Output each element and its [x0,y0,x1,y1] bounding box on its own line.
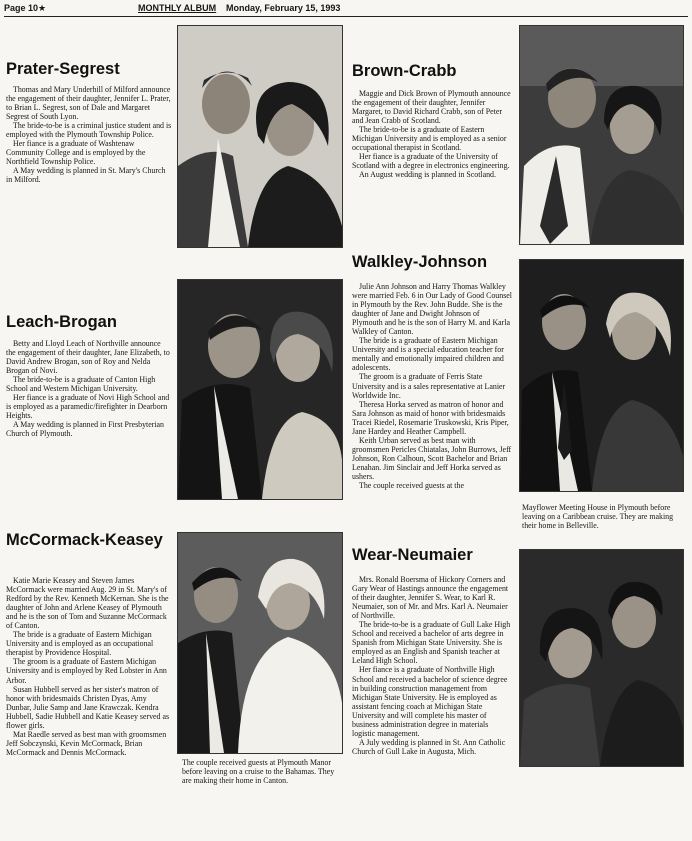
paragraph: Julie Ann Johnson and Harry Thomas Walkley were married Feb. 6 in Our Lady of Good Counsel in Plymouth by the Rev. John Budde. She is the daughter of Jane and Dwight Johnson of Plymouth and he is the son of Harry M. and Karla Walkley of Canton. [352,282,512,337]
issue-date: Monday, February 15, 1993 [226,3,341,13]
paragraph: Her fiance is a graduate of Novi High School and is employed as a paramedic/firefighter in Dearborn Heights. [6,393,170,421]
article-leach-brogan [6,339,172,439]
paragraph: Her fiance is a graduate of Washtenaw Community College and is employed by the Northfield Township Police. [6,139,146,167]
headline-leach-brogan: Leach-Brogan [6,313,117,331]
couple-photo-walkley-johnson [519,259,684,492]
paragraph: The couple received guests at the [359,481,464,491]
headline-prater-segrest: Prater-Segrest [6,60,120,78]
paragraph: Betty and Lloyd Leach of Northville announce the engagement of their daughter, Jane Elizabeth, to David Andrew Brogan, son of Roy and Nelda Brogan of Novi. [6,339,170,376]
couple-photo-wear-neumaier [519,549,684,767]
article-walkley-johnson [352,282,512,490]
paragraph: An August wedding is planned in Scotland. [359,170,496,180]
paragraph: Mat Raedle served as best man with groomsmen Jeff Sobczynski, Kevin McCormack, Brian McCormack and Dennis McCormack. [6,729,167,757]
paragraph: Mrs. Ronald Boersma of Hickory Corners and Gary Wear of Hastings announce the engagement of their daughter, Jennifer S. Wear, to Karl R. Neumaier, son of Mr. and Mrs. Karl A. Neumaier of Northville. [352,575,509,621]
couple-photo-leach-brogan [177,279,343,500]
headline-wear-neumaier: Wear-Neumaier [352,546,473,564]
paragraph: A May wedding is planned in First Presbyterian Church of Plymouth. [6,420,165,439]
paragraph: Theresa Horka served as matron of honor and Sara Johnson as maid of honor with bridesmaids Tracei Riedel, Rosemarie Truskowski, Kris Piper, Jane Hardey and Heather Campbell. [352,399,509,436]
paragraph: Thomas and Mary Underhill of Milford announce the engagement of their daughter, Jennifer L. Prater, to Brian L. Segrest, son of Dale and Margaret Segrest of South Lyon. [6,85,171,122]
caption-walkley-johnson: Mayflower Meeting House in Plymouth before leaving on a Caribbean cruise. They are making their home in Belleville. [522,503,674,531]
paragraph: A May wedding is planned in St. Mary's Church in Milford. [6,166,166,185]
couple-photo-brown-crabb [519,25,684,245]
couple-photo-mccormack-keasey [177,532,343,754]
paragraph: The groom is a graduate of Ferris State University and is a sales representative at Lanier Worldwide Inc. [352,372,506,400]
paragraph: The bride-to-be is a graduate of Gull Lake High School and received a bachelor of arts degree in Spanish from Michigan State University. She is employed as an English and Spanish teacher at Leland High School. [352,620,511,666]
couple-photo-prater-segrest [177,25,343,248]
paragraph: The bride-to-be is a graduate of Canton High School and Western Michigan University. [6,375,156,394]
paragraph: Her fiance is a graduate of Northville High School and received a bachelor of science degree in building construction management from Michigan State University. He is employed as assistant fencing coach at Michigan State University and will complete his master of business administration degree in materials logistic management. [352,665,508,738]
headline-walkley-johnson: Walkley-Johnson [352,253,488,271]
paragraph: The bride-to-be is a graduate of Eastern Michigan University and is employed as a senior occupational therapist in Scotland. [352,125,507,153]
article-brown-crabb [352,89,512,179]
paragraph: Katie Marie Keasey and Steven James McCormack were married Aug. 29 in St. Mary's of Redford by the Rev. Kenneth McKernan. She is the daughter of John and Arlene Keasey of Plymouth and he is the son of Tom and Suzanne McCormack of Canton. [6,576,169,631]
article-prater-segrest [6,85,172,185]
paragraph: The groom is a graduate of Eastern Michigan University and is employed by Red Lobster in Ann Arbor. [6,657,167,685]
paragraph: The bride is a graduate of Eastern Michigan University and is a special education teacher for mentally and emotionally impaired children and adolescents. [352,336,504,373]
headline-mccormack-keasey: McCormack-Keasey [6,531,163,549]
paragraph: The bride is a graduate of Eastern Michigan University and is employed as an occupational therapist by Providence Hospital. [6,630,154,658]
paragraph: Maggie and Dick Brown of Plymouth announce the engagement of their daughter, Jennifer Margaret, to David Richard Crabb, son of Peter and Jean Crabb of Scotland. [352,89,511,126]
paragraph: The bride-to-be is a criminal justice student and is employed with the Plymouth Township Police. [6,121,172,140]
page-number: Page 10★ [4,3,47,13]
headline-brown-crabb: Brown-Crabb [352,62,457,80]
paragraph: Keith Urban served as best man with groomsmen Pericles Chiatalas, John Burrows, Jeff Johnson, Ron Calhoun, Scott Bachelor and Brian Lenahan. Jim Sinclair and Jeff Horka served as ushers. [352,435,512,481]
caption-mccormack-keasey: The couple received guests at Plymouth Manor before leaving on a cruise to the Bahamas. They are making their home in Canton. [182,758,335,786]
page-header [4,2,688,17]
paragraph: A July wedding is planned in St. Ann Catholic Church of Gull Lake in Augusta, Mich. [352,737,506,756]
article-wear-neumaier [352,575,512,756]
paragraph: Susan Hubbell served as her sister's matron of honor with bridesmaids Christen Dyas, Amy Dunbar, Julie Samp and Jane Krawczak. Kendra Hubbell, Sadie Hubbell and Katie Keasey served as flower girls. [6,684,170,730]
section-name: MONTHLY ALBUM [138,3,217,13]
article-mccormack-keasey [6,576,172,757]
paragraph: Her fiance is a graduate of the University of Scotland with a degree in electronics engineering. [352,152,510,171]
